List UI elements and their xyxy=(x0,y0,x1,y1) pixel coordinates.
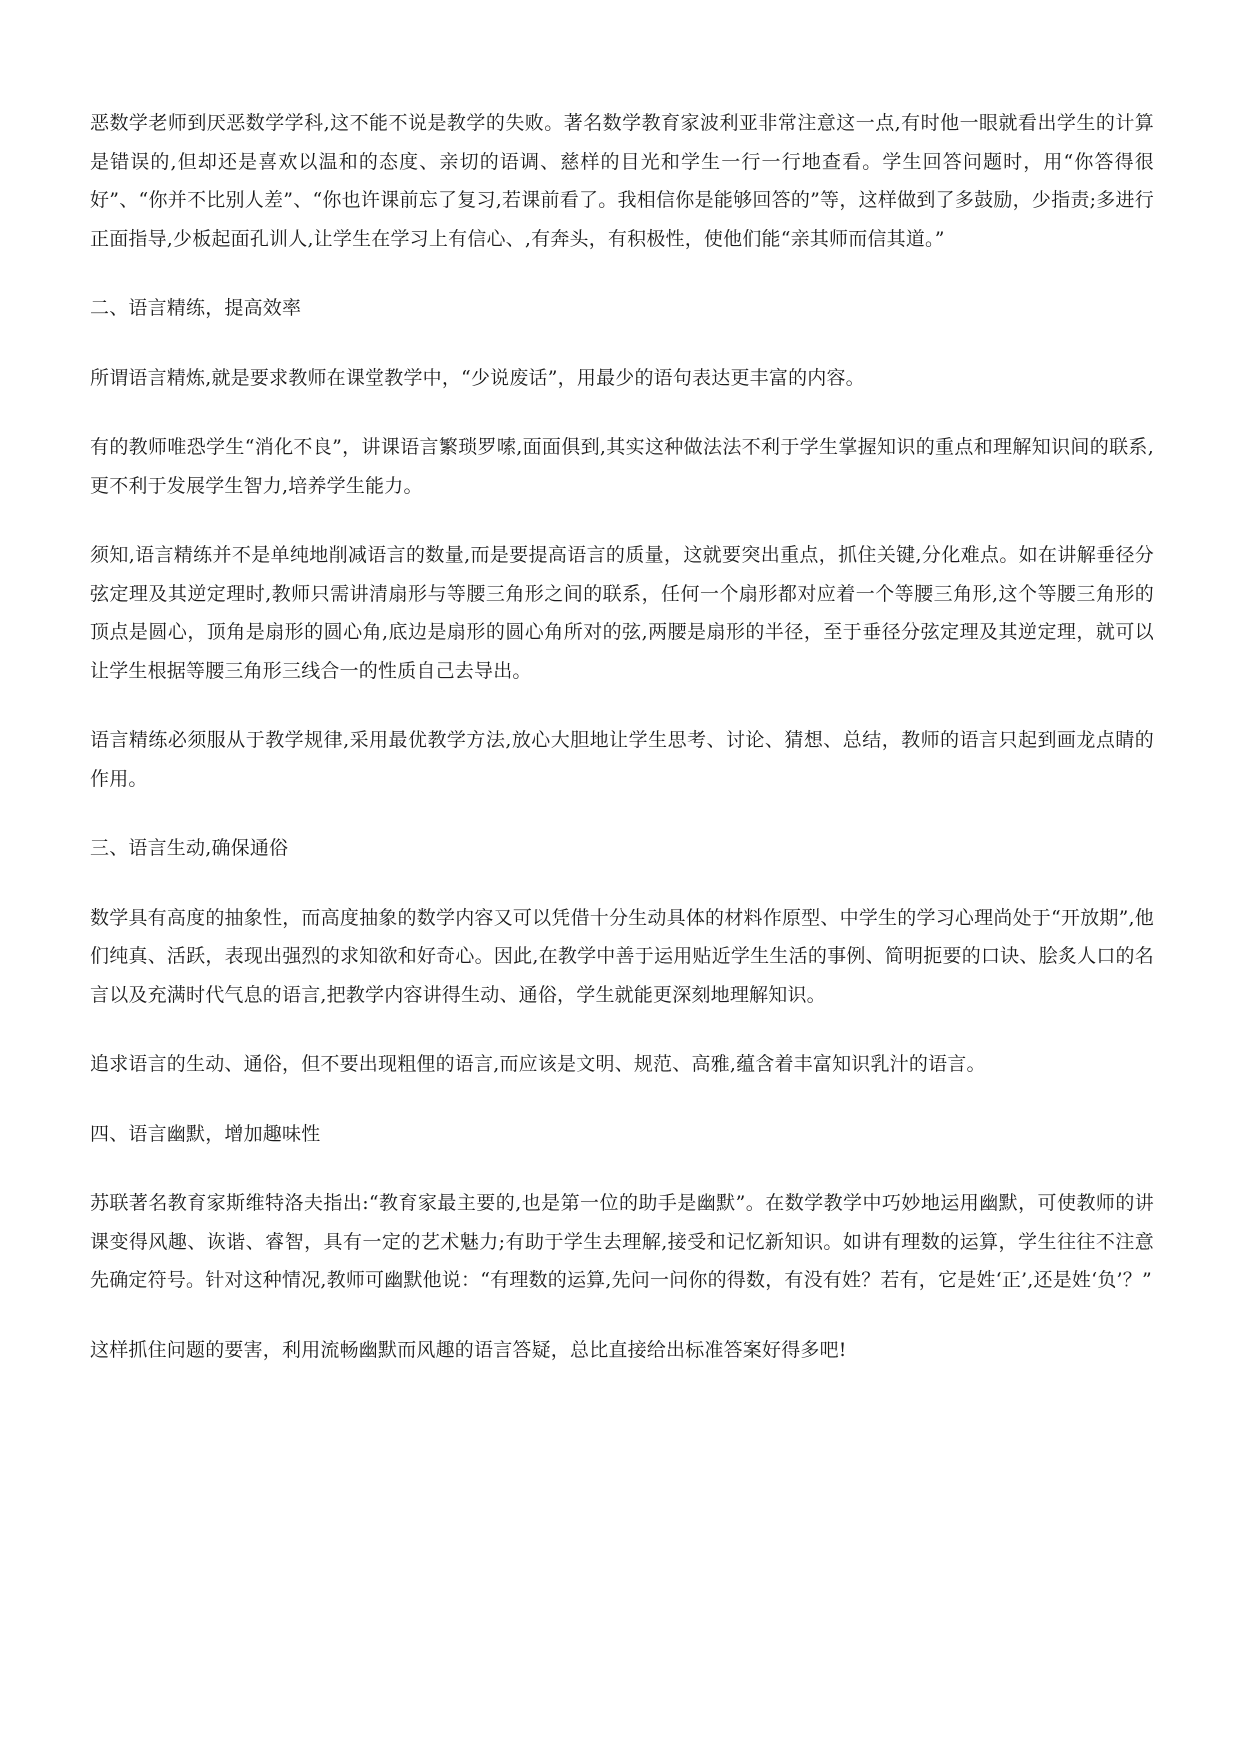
paragraph: 有的教师唯恐学生“消化不良”，讲课语言繁琐罗嗦,面面俱到,其实这种做法法不利于学生掌握知识的重点和理解知识间的联系,更不利于发展学生智力,培养学生能力。 xyxy=(90,436,1154,497)
paragraph: 语言精练必须服从于教学规律,采用最优教学方法,放心大胆地让学生思考、讨论、猜想、总结，教师的语言只起到画龙点睛的作用。 xyxy=(90,729,1154,790)
section-heading: 三、语言生动,确保通俗 xyxy=(90,837,289,859)
paragraph: 恶数学老师到厌恶数学学科,这不能不说是教学的失败。著名数学教育家波利亚非常注意这一点,有时他一眼就看出学生的计算是错误的,但却还是喜欢以温和的态度、亲切的语调、慈样的目光和学生一行一行地查看。学生回答问题时，用“你答得很好”、“你并不比别人差”、“你也许课前忘了复习,若课前看了。我相信你是能够回答的”等，这样做到了多鼓励，少指责;多进行正面指导,少板起面孔训人,让学生在学习上有信心、,有奔头，有积极性，使他们能“亲其师而信其道。” xyxy=(90,112,1154,250)
paragraph: 须知,语言精练并不是单纯地削减语言的数量,而是要提高语言的质量，这就要突出重点，抓住关键,分化难点。如在讲解垂径分弦定理及其逆定理时,教师只需讲清扇形与等腰三角形之间的联系，任何一个扇形都对应着一个等腰三角形,这个等腰三角形的顶点是圆心，顶角是扇形的圆心角,底边是扇形的圆心角所对的弦,两腰是扇形的半径，至于垂径分弦定理及其逆定理，就可以让学生根据等腰三角形三线合一的性质自己去导出。 xyxy=(90,544,1154,682)
paragraph: 追求语言的生动、通俗，但不要出现粗俚的语言,而应该是文明、规范、高雅,蕴含着丰富知识乳汁的语言。 xyxy=(90,1053,986,1075)
paragraph: 所谓语言精炼,就是要求教师在课堂教学中，“少说废话”，用最少的语句表达更丰富的内容。 xyxy=(90,366,865,389)
section-heading: 四、语言幽默，增加趣味性 xyxy=(90,1122,321,1145)
paragraph: 这样抓住问题的要害，利用流畅幽默而风趣的语言答疑，总比直接给出标准答案好得多吧! xyxy=(90,1338,847,1361)
paragraph: 苏联著名教育家斯维特洛夫指出:“教育家最主要的,也是第一位的助手是幽默”。在数学教学中巧妙地运用幽默，可使教师的讲课变得风趣、诙谐、睿智，具有一定的艺术魅力;有助于学生去理解,接受和记忆新知识。如讲有理数的运算，学生往往不注意先确定符号。针对这种情况,教师可幽默他说：“有理数的运算,先问一问你的得数，有没有姓？若有，它是姓‘正’,还是姓‘负’？” xyxy=(90,1192,1154,1291)
paragraph: 数学具有高度的抽象性，而高度抽象的数学内容又可以凭借十分生动具体的材料作原型、中学生的学习心理尚处于“开放期”,他们纯真、活跃，表现出强烈的求知欲和好奇心。因此,在教学中善于运用贴近学生生活的事例、简明扼要的口诀、脍炙人口的名言以及充满时代气息的语言,把教学内容讲得生动、通俗，学生就能更深刻地理解知识。 xyxy=(90,906,1154,1006)
document-page xyxy=(90,104,1154,1400)
section-heading: 二、语言精练，提高效率 xyxy=(90,297,302,319)
